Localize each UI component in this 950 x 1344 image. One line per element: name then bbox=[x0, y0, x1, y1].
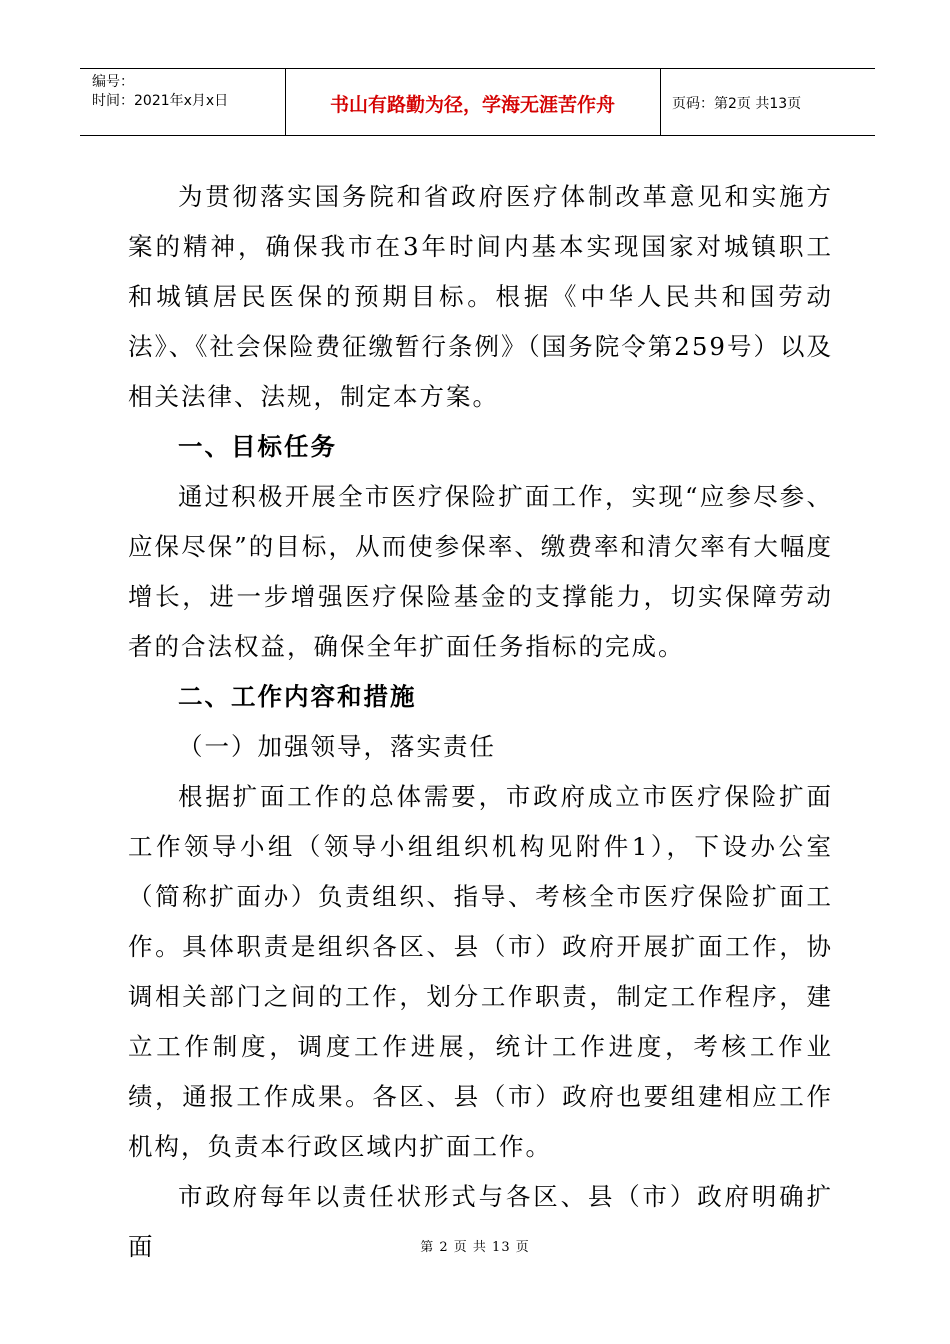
document-number-label: 编号： bbox=[92, 74, 134, 90]
document-body bbox=[128, 172, 833, 1272]
paragraph-responsibility: 市政府每年以责任状形式与各区、县（市）政府明确扩面 bbox=[128, 1182, 833, 1261]
page-footer: 第 2 页 共 13 页 bbox=[420, 1240, 530, 1255]
header-divider-right bbox=[660, 69, 661, 135]
header-page-number: 页码：第2页 共13页 bbox=[672, 96, 802, 112]
subsection-heading-leadership: （一）加强领导，落实责任 bbox=[178, 732, 496, 761]
header-motto: 书山有路勤为径，学海无涯苦作舟 bbox=[329, 94, 615, 116]
section-heading-goals: 一、目标任务 bbox=[178, 432, 337, 461]
section-heading-measures: 二、工作内容和措施 bbox=[178, 682, 417, 711]
page-header bbox=[80, 68, 875, 136]
document-time-label: 时间：2021年x月x日 bbox=[92, 93, 229, 109]
paragraph-leadership: 根据扩面工作的总体需要，市政府成立市医疗保险扩面工作领导小组（领导小组组织机构见附件1），下设办公室（简称扩面办）负责组织、指导、考核全市医疗保险扩面工作。具体职责是组织各区、县（市）政府开展扩面工作，协调相关部门之间的工作，划分工作职责，制定工作程序，建立工作制度，调度工作进展，统计工作进度，考核工作业绩，通报工作成果。各区、县（市）政府也要组建相应工作机构，负责本行政区域内扩面工作。 bbox=[128, 782, 833, 1161]
paragraph-goals: 通过积极开展全市医疗保险扩面工作，实现“应参尽参、应保尽保”的目标，从而使参保率、缴费率和清欠率有大幅度增长，进一步增强医疗保险基金的支撑能力，切实保障劳动者的合法权益，确保全年扩面任务指标的完成。 bbox=[128, 482, 833, 661]
paragraph-intro: 为贯彻落实国务院和省政府医疗体制改革意见和实施方案的精神，确保我市在3年时间内基本实现国家对城镇职工和城镇居民医保的预期目标。根据《中华人民共和国劳动法》、《社会保险费征缴暂行条例》（国务院令第259号）以及相关法律、法规，制定本方案。 bbox=[128, 182, 834, 411]
header-meta bbox=[92, 73, 228, 111]
